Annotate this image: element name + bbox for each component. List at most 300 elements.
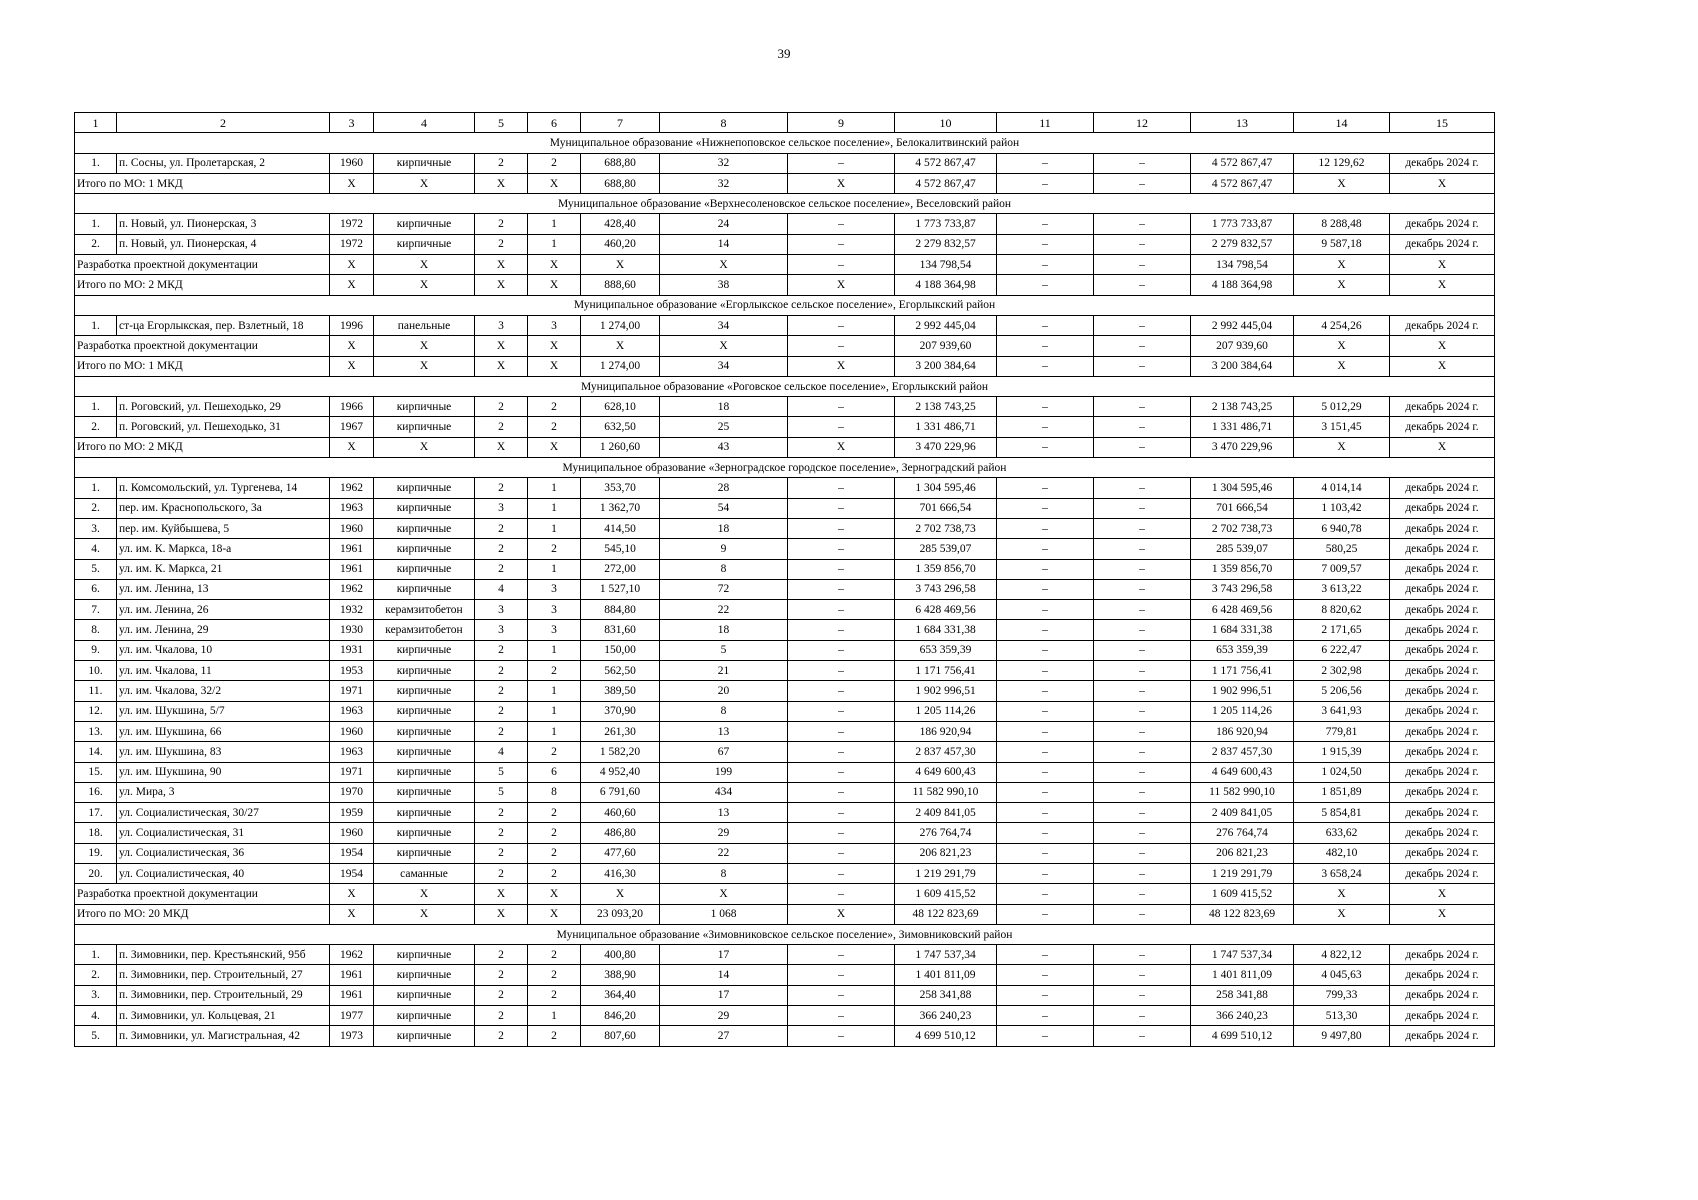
table-cell: 5 206,56 bbox=[1294, 681, 1390, 701]
row-number: 5. bbox=[75, 1026, 117, 1046]
table-cell: 150,00 bbox=[581, 640, 660, 660]
table-cell: Х bbox=[475, 356, 528, 376]
municipality-header-row bbox=[75, 194, 1495, 214]
table-cell: 13 bbox=[660, 803, 788, 823]
table-row bbox=[75, 640, 1495, 660]
table-cell: Х bbox=[1390, 173, 1495, 193]
summary-row bbox=[75, 275, 1495, 295]
address-cell: ул. им. Чкалова, 32/2 bbox=[117, 681, 330, 701]
table-cell: 1954 bbox=[330, 863, 374, 883]
address-cell: п. Зимовники, пер. Строительный, 27 bbox=[117, 965, 330, 985]
table-cell: Х bbox=[374, 884, 475, 904]
table-cell: Х bbox=[528, 884, 581, 904]
table-cell: декабрь 2024 г. bbox=[1390, 478, 1495, 498]
table-cell: Х bbox=[528, 275, 581, 295]
table-cell: декабрь 2024 г. bbox=[1390, 579, 1495, 599]
row-number: 19. bbox=[75, 843, 117, 863]
table-cell: – bbox=[997, 661, 1094, 681]
table-cell: 32 bbox=[660, 173, 788, 193]
table-cell: 13 bbox=[660, 721, 788, 741]
table-cell: 8 bbox=[660, 863, 788, 883]
table-cell: 134 798,54 bbox=[1191, 255, 1294, 275]
address-cell: п. Сосны, ул. Пролетарская, 2 bbox=[117, 153, 330, 173]
table-cell: декабрь 2024 г. bbox=[1390, 721, 1495, 741]
table-cell: – bbox=[788, 742, 895, 762]
table-cell: – bbox=[788, 214, 895, 234]
table-cell: Х bbox=[475, 173, 528, 193]
table-cell: кирпичные bbox=[374, 843, 475, 863]
table-cell: Х bbox=[528, 904, 581, 924]
table-cell: декабрь 2024 г. bbox=[1390, 762, 1495, 782]
table-cell: 3 bbox=[528, 315, 581, 335]
table-cell: – bbox=[997, 762, 1094, 782]
table-cell: – bbox=[788, 1026, 895, 1046]
table-cell: 43 bbox=[660, 437, 788, 457]
table-cell: 1931 bbox=[330, 640, 374, 660]
table-cell: – bbox=[1094, 782, 1191, 802]
table-cell: – bbox=[997, 173, 1094, 193]
table-cell: 2 bbox=[475, 397, 528, 417]
table-cell: Х bbox=[374, 336, 475, 356]
table-row bbox=[75, 600, 1495, 620]
table-cell: – bbox=[1094, 275, 1191, 295]
table-cell: декабрь 2024 г. bbox=[1390, 965, 1495, 985]
table-cell: – bbox=[1094, 884, 1191, 904]
table-row bbox=[75, 1026, 1495, 1046]
table-cell: 1 331 486,71 bbox=[895, 417, 997, 437]
summary-row bbox=[75, 356, 1495, 376]
table-cell: – bbox=[1094, 1026, 1191, 1046]
address-cell: ул. им. К. Маркса, 18-а bbox=[117, 539, 330, 559]
table-cell: – bbox=[1094, 661, 1191, 681]
table-cell: – bbox=[788, 782, 895, 802]
table-cell: 1973 bbox=[330, 1026, 374, 1046]
table-cell: 23 093,20 bbox=[581, 904, 660, 924]
summary-row bbox=[75, 255, 1495, 275]
table-cell: 8 288,48 bbox=[1294, 214, 1390, 234]
table-cell: декабрь 2024 г. bbox=[1390, 620, 1495, 640]
table-cell: 2 bbox=[475, 965, 528, 985]
table-cell: 2 bbox=[475, 843, 528, 863]
table-cell: декабрь 2024 г. bbox=[1390, 518, 1495, 538]
column-header: 5 bbox=[475, 113, 528, 133]
column-number-header-row bbox=[75, 113, 1495, 133]
table-cell: 206 821,23 bbox=[1191, 843, 1294, 863]
table-cell: – bbox=[997, 640, 1094, 660]
summary-label: Разработка проектной документации bbox=[75, 884, 330, 904]
table-body bbox=[75, 113, 1495, 1047]
table-cell: 2 bbox=[528, 1026, 581, 1046]
table-cell: 1963 bbox=[330, 742, 374, 762]
table-cell: декабрь 2024 г. bbox=[1390, 417, 1495, 437]
table-row bbox=[75, 1006, 1495, 1026]
table-cell: – bbox=[1094, 437, 1191, 457]
table-cell: декабрь 2024 г. bbox=[1390, 234, 1495, 254]
row-number: 15. bbox=[75, 762, 117, 782]
table-cell: 1 219 291,79 bbox=[1191, 863, 1294, 883]
table-cell: кирпичные bbox=[374, 498, 475, 518]
table-cell: Х bbox=[374, 275, 475, 295]
table-cell: 1 902 996,51 bbox=[895, 681, 997, 701]
table-cell: – bbox=[997, 397, 1094, 417]
table-cell: кирпичные bbox=[374, 640, 475, 660]
table-cell: – bbox=[997, 539, 1094, 559]
table-cell: – bbox=[788, 843, 895, 863]
table-cell: Х bbox=[528, 356, 581, 376]
table-cell: 701 666,54 bbox=[895, 498, 997, 518]
table-cell: Х bbox=[788, 437, 895, 457]
table-cell: 1962 bbox=[330, 945, 374, 965]
table-cell: Х bbox=[330, 336, 374, 356]
table-cell: 3 151,45 bbox=[1294, 417, 1390, 437]
table-cell: 1 103,42 bbox=[1294, 498, 1390, 518]
table-cell: кирпичные bbox=[374, 742, 475, 762]
table-cell: декабрь 2024 г. bbox=[1390, 843, 1495, 863]
summary-label: Разработка проектной документации bbox=[75, 255, 330, 275]
table-cell: 18 bbox=[660, 518, 788, 538]
table-cell: – bbox=[788, 945, 895, 965]
table-cell: 580,25 bbox=[1294, 539, 1390, 559]
table-cell: 370,90 bbox=[581, 701, 660, 721]
table-cell: Х bbox=[1294, 904, 1390, 924]
table-cell: 2 992 445,04 bbox=[1191, 315, 1294, 335]
table-cell: 2 bbox=[528, 945, 581, 965]
table-cell: – bbox=[788, 884, 895, 904]
table-cell: 1 bbox=[528, 1006, 581, 1026]
municipality-header-row bbox=[75, 458, 1495, 478]
table-cell: кирпичные bbox=[374, 945, 475, 965]
table-cell: Х bbox=[581, 255, 660, 275]
table-row bbox=[75, 823, 1495, 843]
table-cell: 2 279 832,57 bbox=[1191, 234, 1294, 254]
table-cell: – bbox=[997, 985, 1094, 1005]
table-cell: 1 401 811,09 bbox=[1191, 965, 1294, 985]
table-cell: – bbox=[1094, 823, 1191, 843]
table-cell: 2 bbox=[475, 701, 528, 721]
table-cell: Х bbox=[1390, 275, 1495, 295]
address-cell: ст-ца Егорлыкская, пер. Взлетный, 18 bbox=[117, 315, 330, 335]
table-cell: 1972 bbox=[330, 234, 374, 254]
table-cell: – bbox=[788, 397, 895, 417]
table-cell: 7 009,57 bbox=[1294, 559, 1390, 579]
table-cell: Х bbox=[660, 336, 788, 356]
table-cell: Х bbox=[374, 356, 475, 376]
table-cell: 2 bbox=[528, 803, 581, 823]
table-cell: – bbox=[788, 498, 895, 518]
table-cell: 261,30 bbox=[581, 721, 660, 741]
table-cell: 2 bbox=[475, 234, 528, 254]
table-cell: – bbox=[788, 336, 895, 356]
table-cell: Х bbox=[528, 173, 581, 193]
table-cell: – bbox=[997, 1026, 1094, 1046]
table-cell: 2 837 457,30 bbox=[1191, 742, 1294, 762]
table-cell: 5 bbox=[660, 640, 788, 660]
table-cell: 1 401 811,09 bbox=[895, 965, 997, 985]
table-cell: 2 bbox=[475, 823, 528, 843]
table-cell: 2 138 743,25 bbox=[1191, 397, 1294, 417]
table-cell: 9 587,18 bbox=[1294, 234, 1390, 254]
table-cell: – bbox=[1094, 640, 1191, 660]
table-cell: 416,30 bbox=[581, 863, 660, 883]
table-cell: кирпичные bbox=[374, 579, 475, 599]
table-cell: кирпичные bbox=[374, 1006, 475, 1026]
table-cell: 2 bbox=[475, 721, 528, 741]
table-row bbox=[75, 701, 1495, 721]
table-cell: Х bbox=[330, 437, 374, 457]
table-cell: керамзитобетон bbox=[374, 600, 475, 620]
table-cell: – bbox=[1094, 945, 1191, 965]
table-cell: 2 302,98 bbox=[1294, 661, 1390, 681]
table-row bbox=[75, 681, 1495, 701]
table-cell: 4 188 364,98 bbox=[895, 275, 997, 295]
table-cell: Х bbox=[660, 884, 788, 904]
municipality-title: Муниципальное образование «Роговское сельское поселение», Егорлыкский район bbox=[75, 376, 1495, 396]
table-cell: Х bbox=[1390, 356, 1495, 376]
table-cell: 1 609 415,52 bbox=[1191, 884, 1294, 904]
municipality-header-row bbox=[75, 376, 1495, 396]
column-header: 13 bbox=[1191, 113, 1294, 133]
table-cell: 4 572 867,47 bbox=[1191, 173, 1294, 193]
summary-label: Итого по МО: 1 МКД bbox=[75, 356, 330, 376]
table-cell: Х bbox=[374, 437, 475, 457]
table-cell: декабрь 2024 г. bbox=[1390, 1006, 1495, 1026]
table-cell: Х bbox=[1294, 255, 1390, 275]
table-cell: декабрь 2024 г. bbox=[1390, 559, 1495, 579]
table-cell: 21 bbox=[660, 661, 788, 681]
summary-label: Итого по МО: 2 МКД bbox=[75, 275, 330, 295]
table-cell: 414,50 bbox=[581, 518, 660, 538]
table-cell: панельные bbox=[374, 315, 475, 335]
table-cell: декабрь 2024 г. bbox=[1390, 1026, 1495, 1046]
row-number: 1. bbox=[75, 214, 117, 234]
table-cell: – bbox=[997, 255, 1094, 275]
table-cell: 4 699 510,12 bbox=[1191, 1026, 1294, 1046]
table-cell: 48 122 823,69 bbox=[895, 904, 997, 924]
table-cell: Х bbox=[1390, 904, 1495, 924]
table-cell: – bbox=[997, 437, 1094, 457]
table-cell: 1961 bbox=[330, 985, 374, 1005]
table-cell: 1 684 331,38 bbox=[895, 620, 997, 640]
table-cell: Х bbox=[1390, 884, 1495, 904]
table-cell: – bbox=[1094, 539, 1191, 559]
table-cell: 32 bbox=[660, 153, 788, 173]
table-cell: – bbox=[788, 315, 895, 335]
table-cell: – bbox=[788, 539, 895, 559]
table-cell: 1 684 331,38 bbox=[1191, 620, 1294, 640]
table-cell: 18 bbox=[660, 620, 788, 640]
table-cell: Х bbox=[330, 356, 374, 376]
table-cell: 1 bbox=[528, 518, 581, 538]
table-cell: – bbox=[1094, 234, 1191, 254]
address-cell: пер. им. Куйбышева, 5 bbox=[117, 518, 330, 538]
table-cell: 701 666,54 bbox=[1191, 498, 1294, 518]
table-cell: – bbox=[1094, 397, 1191, 417]
table-cell: 628,10 bbox=[581, 397, 660, 417]
table-cell: декабрь 2024 г. bbox=[1390, 823, 1495, 843]
table-cell: 54 bbox=[660, 498, 788, 518]
table-cell: 34 bbox=[660, 315, 788, 335]
table-cell: 633,62 bbox=[1294, 823, 1390, 843]
summary-row bbox=[75, 437, 1495, 457]
table-cell: 2 bbox=[475, 1026, 528, 1046]
table-cell: Х bbox=[330, 884, 374, 904]
table-cell: 1 902 996,51 bbox=[1191, 681, 1294, 701]
row-number: 2. bbox=[75, 498, 117, 518]
address-cell: п. Новый, ул. Пионерская, 4 bbox=[117, 234, 330, 254]
table-cell: 2 bbox=[528, 863, 581, 883]
table-cell: 9 bbox=[660, 539, 788, 559]
table-cell: 207 939,60 bbox=[895, 336, 997, 356]
table-cell: Х bbox=[475, 255, 528, 275]
table-cell: – bbox=[788, 965, 895, 985]
table-cell: Х bbox=[1294, 437, 1390, 457]
table-cell: – bbox=[997, 214, 1094, 234]
table-cell: – bbox=[997, 478, 1094, 498]
row-number: 2. bbox=[75, 417, 117, 437]
table-cell: 1 bbox=[528, 214, 581, 234]
table-cell: Х bbox=[528, 336, 581, 356]
table-cell: декабрь 2024 г. bbox=[1390, 315, 1495, 335]
table-cell: 1 582,20 bbox=[581, 742, 660, 762]
table-cell: – bbox=[997, 945, 1094, 965]
table-cell: декабрь 2024 г. bbox=[1390, 701, 1495, 721]
table-cell: – bbox=[1094, 356, 1191, 376]
address-cell: пер. им. Краснопольского, 3а bbox=[117, 498, 330, 518]
table-cell: 1 024,50 bbox=[1294, 762, 1390, 782]
table-cell: – bbox=[1094, 620, 1191, 640]
address-cell: ул. им. Ленина, 29 bbox=[117, 620, 330, 640]
table-cell: 2 bbox=[475, 661, 528, 681]
table-cell: 4 952,40 bbox=[581, 762, 660, 782]
address-cell: п. Роговский, ул. Пешеходько, 29 bbox=[117, 397, 330, 417]
table-cell: – bbox=[788, 701, 895, 721]
table-cell: 1977 bbox=[330, 1006, 374, 1026]
table-cell: 799,33 bbox=[1294, 985, 1390, 1005]
table-cell: Х bbox=[330, 173, 374, 193]
table-cell: 4 822,12 bbox=[1294, 945, 1390, 965]
table-cell: 428,40 bbox=[581, 214, 660, 234]
table-cell: – bbox=[997, 843, 1094, 863]
table-cell: 4 572 867,47 bbox=[895, 173, 997, 193]
table-cell: 8 bbox=[528, 782, 581, 802]
table-cell: 4 188 364,98 bbox=[1191, 275, 1294, 295]
table-cell: Х bbox=[1294, 173, 1390, 193]
table-cell: 1970 bbox=[330, 782, 374, 802]
table-cell: декабрь 2024 г. bbox=[1390, 498, 1495, 518]
table-cell: Х bbox=[660, 255, 788, 275]
row-number: 3. bbox=[75, 985, 117, 1005]
table-cell: декабрь 2024 г. bbox=[1390, 397, 1495, 417]
table-cell: 272,00 bbox=[581, 559, 660, 579]
table-cell: 17 bbox=[660, 985, 788, 1005]
table-cell: Х bbox=[528, 437, 581, 457]
column-header: 10 bbox=[895, 113, 997, 133]
table-cell: 72 bbox=[660, 579, 788, 599]
table-cell: 5 854,81 bbox=[1294, 803, 1390, 823]
table-cell: 884,80 bbox=[581, 600, 660, 620]
table-cell: 1 359 856,70 bbox=[1191, 559, 1294, 579]
municipality-header-row bbox=[75, 924, 1495, 944]
table-cell: Х bbox=[374, 173, 475, 193]
table-cell: 2 bbox=[475, 518, 528, 538]
table-cell: декабрь 2024 г. bbox=[1390, 153, 1495, 173]
table-cell: 2 bbox=[528, 153, 581, 173]
table-cell: – bbox=[997, 904, 1094, 924]
table-cell: – bbox=[1094, 681, 1191, 701]
table-cell: 186 920,94 bbox=[1191, 721, 1294, 741]
address-cell: ул. им. Ленина, 26 bbox=[117, 600, 330, 620]
table-cell: – bbox=[997, 782, 1094, 802]
address-cell: ул. Социалистическая, 31 bbox=[117, 823, 330, 843]
row-number: 14. bbox=[75, 742, 117, 762]
table-row bbox=[75, 742, 1495, 762]
table-cell: кирпичные bbox=[374, 701, 475, 721]
table-cell: – bbox=[1094, 965, 1191, 985]
table-cell: кирпичные bbox=[374, 681, 475, 701]
table-row bbox=[75, 153, 1495, 173]
table-cell: 1 bbox=[528, 681, 581, 701]
table-cell: декабрь 2024 г. bbox=[1390, 985, 1495, 1005]
municipality-header-row bbox=[75, 133, 1495, 153]
table-cell: 1 773 733,87 bbox=[895, 214, 997, 234]
table-cell: 4 bbox=[475, 579, 528, 599]
table-cell: 477,60 bbox=[581, 843, 660, 863]
table-cell: 779,81 bbox=[1294, 721, 1390, 741]
table-cell: – bbox=[1094, 153, 1191, 173]
table-cell: 1 bbox=[528, 559, 581, 579]
table-cell: 1959 bbox=[330, 803, 374, 823]
column-header: 8 bbox=[660, 113, 788, 133]
table-cell: – bbox=[1094, 214, 1191, 234]
table-cell: 366 240,23 bbox=[895, 1006, 997, 1026]
table-cell: – bbox=[1094, 904, 1191, 924]
table-cell: 3 bbox=[528, 620, 581, 640]
table-cell: – bbox=[788, 234, 895, 254]
table-cell: 2 bbox=[475, 539, 528, 559]
table-cell: 5 bbox=[475, 762, 528, 782]
table-cell: – bbox=[997, 559, 1094, 579]
table-cell: Х bbox=[1294, 275, 1390, 295]
table-cell: – bbox=[788, 478, 895, 498]
address-cell: ул. им. К. Маркса, 21 bbox=[117, 559, 330, 579]
table-cell: – bbox=[1094, 315, 1191, 335]
table-cell: – bbox=[1094, 742, 1191, 762]
column-header: 4 bbox=[374, 113, 475, 133]
address-cell: ул. им. Шукшина, 5/7 bbox=[117, 701, 330, 721]
table-cell: 4 699 510,12 bbox=[895, 1026, 997, 1046]
table-cell: – bbox=[788, 1006, 895, 1026]
table-cell: Х bbox=[475, 336, 528, 356]
table-cell: 206 821,23 bbox=[895, 843, 997, 863]
row-number: 20. bbox=[75, 863, 117, 883]
table-cell: 653 359,39 bbox=[1191, 640, 1294, 660]
column-header: 15 bbox=[1390, 113, 1495, 133]
table-cell: кирпичные bbox=[374, 417, 475, 437]
address-cell: ул. Социалистическая, 30/27 bbox=[117, 803, 330, 823]
table-cell: 3 bbox=[475, 620, 528, 640]
table-row bbox=[75, 863, 1495, 883]
address-cell: п. Зимовники, ул. Кольцевая, 21 bbox=[117, 1006, 330, 1026]
table-cell: – bbox=[1094, 985, 1191, 1005]
address-cell: ул. им. Чкалова, 10 bbox=[117, 640, 330, 660]
address-cell: п. Зимовники, пер. Крестьянский, 95б bbox=[117, 945, 330, 965]
address-cell: п. Зимовники, ул. Магистральная, 42 bbox=[117, 1026, 330, 1046]
table-cell: 1963 bbox=[330, 701, 374, 721]
row-number: 2. bbox=[75, 965, 117, 985]
table-cell: – bbox=[1094, 498, 1191, 518]
table-cell: кирпичные bbox=[374, 661, 475, 681]
table-cell: 688,80 bbox=[581, 153, 660, 173]
